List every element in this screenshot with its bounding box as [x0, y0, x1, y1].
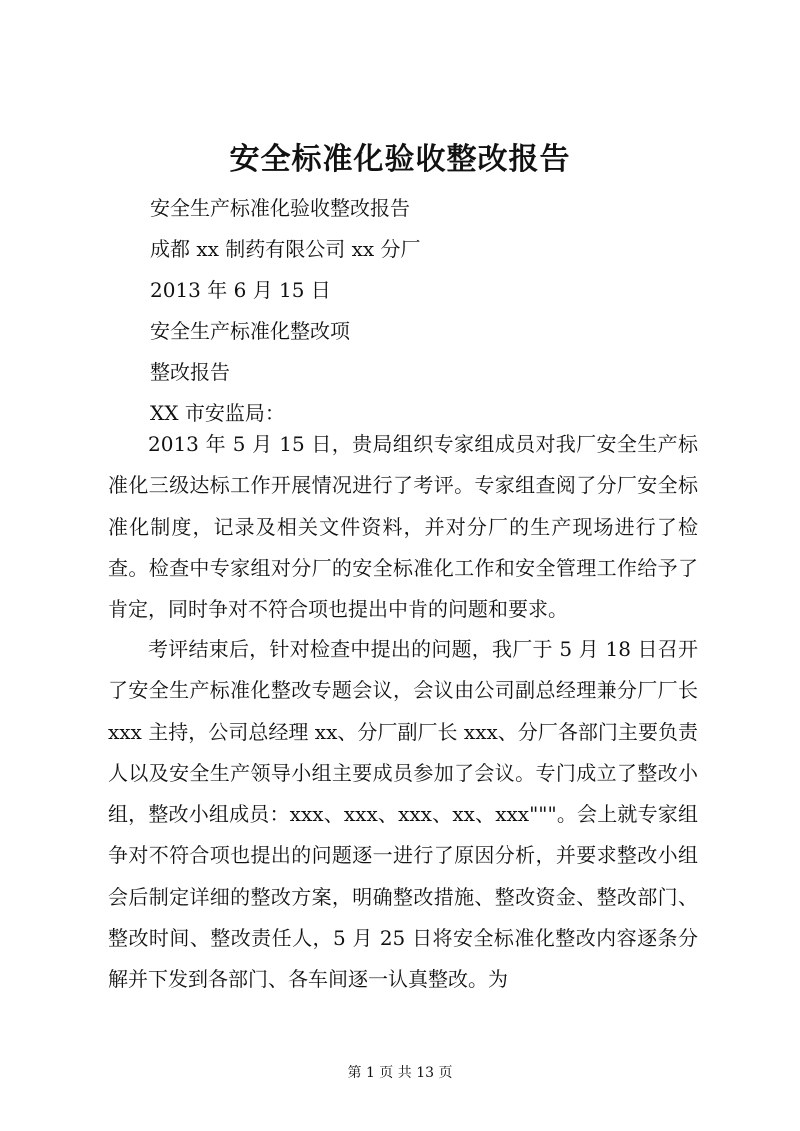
- recipient-line: XX 市安监局：: [150, 401, 285, 425]
- page-number-footer: 第 1 页 共 13 页: [347, 1065, 453, 1081]
- report-date-line: 2013 年 6 月 15 日: [150, 278, 331, 302]
- body-paragraph-2: 考评结束后，针对检查中提出的问题，我厂于 5 月 18 日召开了安全生产标准化整改专题会议，会议由公司副总经理兼分厂厂长 xxx 主持，公司总经理 xx、分厂副厂长 xxx、分厂各部门主要负责人以及安全生产领导小组主要成员参加了会议。专门成立了整改小组，整改小组成员：xxx、xxx、xxx、xx、xxx"""。会上就专家组争对不符合项也提出的问题逐一进行了原因分析，并要求整改小组会后制定详细的整改方案，明确整改措施、整改资金、整改部门、整改时间、整改责任人，5 月 25 日将安全标准化整改内容逐条分解并下发到各部门、各车间逐一认真整改。为: [108, 637, 698, 992]
- report-label-line: 整改报告: [150, 360, 230, 384]
- company-name-line: 成都 xx 制药有限公司 xx 分厂: [150, 237, 421, 261]
- body-paragraph-1: 2013 年 5 月 15 日，贵局组织专家组成员对我厂安全生产标准化三级达标工作开展情况进行了考评。专家组查阅了分厂安全标准化制度，记录及相关文件资料，并对分厂的生产现场进行了检查。检查中专家组对分厂的安全标准化工作和安全管理工作给予了肯定，同时争对不符合项也提出中肯的问题和要求。: [108, 432, 698, 622]
- report-heading-line: 安全生产标准化验收整改报告: [150, 196, 410, 220]
- document-title: 安全标准化验收整改报告: [229, 142, 571, 177]
- rectification-item-line: 安全生产标准化整改项: [150, 319, 350, 343]
